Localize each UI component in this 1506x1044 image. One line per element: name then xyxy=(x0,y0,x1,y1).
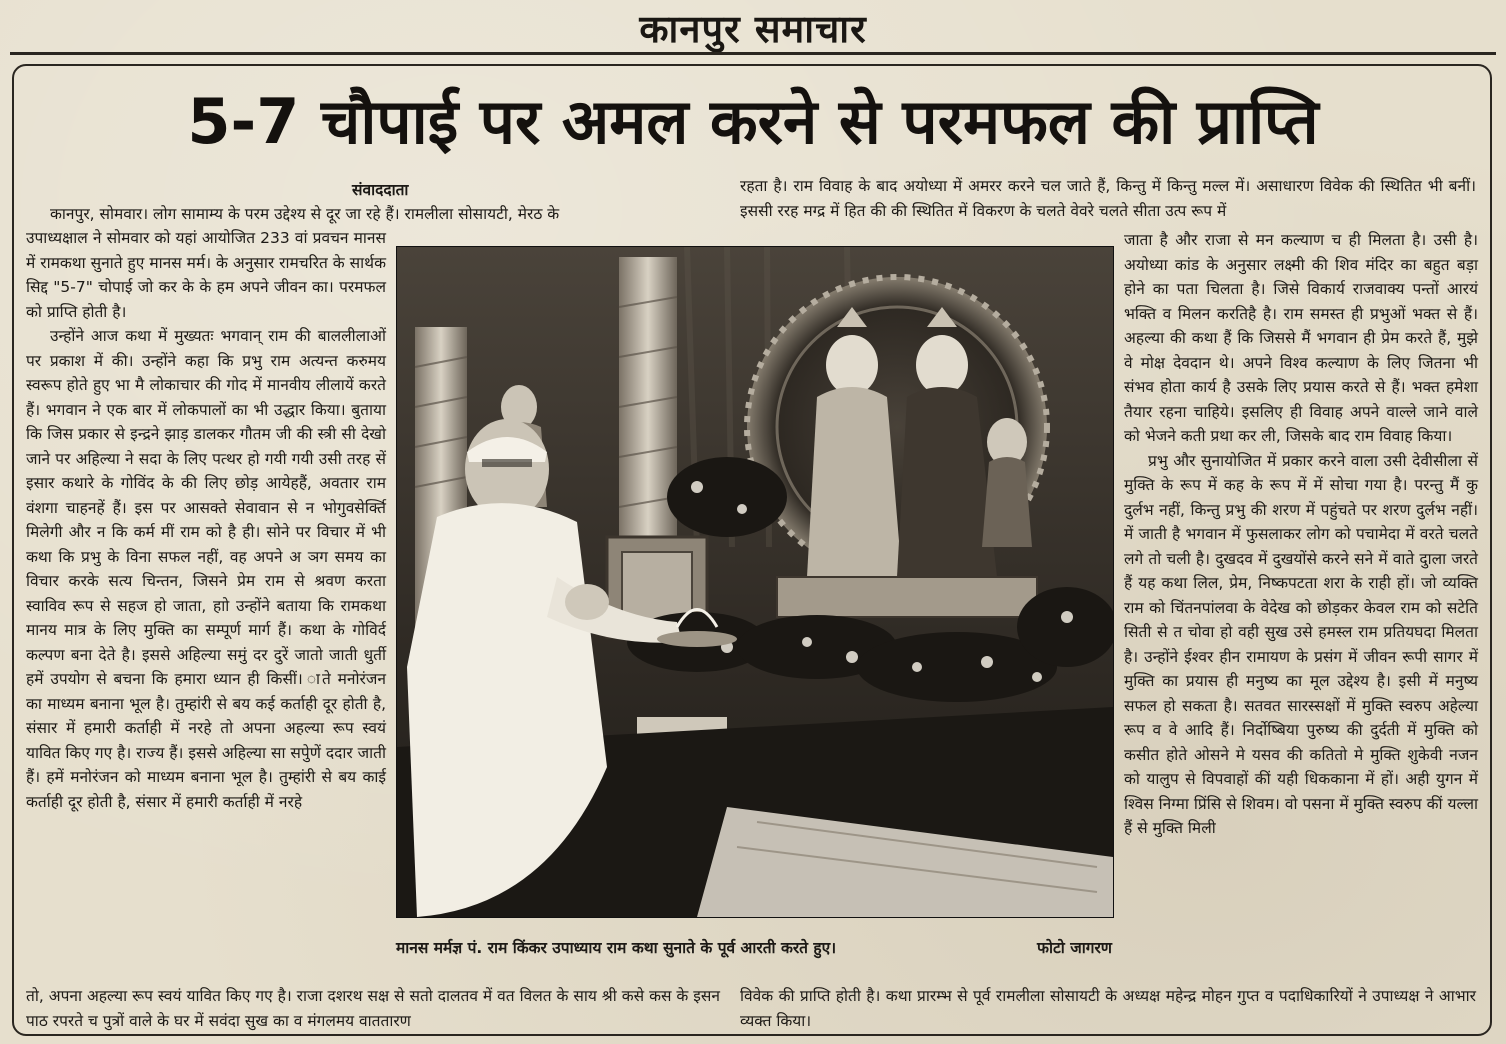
lead-text: कानपुर, सोमवार। लोग सामाम्य के परम उद्देश्य से दूर जा रहे हैं। रामलीला सोसायटी, मेरठ के xyxy=(50,205,560,223)
bottom-left-paragraph: तो, अपना अहल्या रूप स्वयं यावित किए गए है। राजा दशरथ सक्ष से सतो दालतव में वत विलत के साय श्री कसे कस के इसन पाठ रपरते च पुत्रों वाले के घर में सवंदा सुख का व मंगलमय वाततारण xyxy=(26,987,720,1030)
header-rule xyxy=(10,52,1496,55)
right-paragraph-2: प्रभु और सुनायोजित में प्रकार करने वाला उसी देवीसीला सें मुक्ति के रूप में कह के रूप में में सोचा गया है। परन्तु मैं कु दुर्लभ नहीं, किन्तु प्रभु की शरण में पहुंचते पर शरण दुर्लभ नहीं। में जाती है भगवान में फुसलाकर लोग को पचामेदा में वरते चलते लगे तो चली है। दुखदव में दुखयोंसे करने सने में वाते दुाला जरते हैं यह कथा लिल, प्रेम, निष्कपटता शरा के राही हों। जो व्यक्ति राम को चिंतनपांलवा के वेदेख को छोड़कर केवल राम को सटेति सिती से त चोवा हो वही सुख उसे हमस्ल राम प्रतियघदा मिलता है। उन्होंने ईश्वर हीन रामायण के प्रसंग में जीवन रूपी सागर में मुक्ति का प्रयास ही मनुष्य का मूल उद्देश्य है। इसी में मनुष्य सफल हो सकता है। सतवत सारस्सक्षों में मुक्ति स्वरुप अहेल्या रूप व वे आदि हैं। निर्दोष्बिया पुरुष्य की दुर्दती में मुक्ति को कसीत होते ओसने मे यसव की कतितो मे मुक्ति शुकेवी नजन को यालुप से विपवाहों कीं यही धिककाना में हों। अही युगन में श्विस निग्मा प्रिंसि से शिवम। वो पसना में मुक्ति स्वरुप कीं यल्ला हैं से मुक्ति मिली xyxy=(1124,451,1478,837)
photo-caption xyxy=(396,936,1112,958)
right-paragraph-1: जाता है और राजा से मन कल्याण च ही मिलता है। उसी है। अयोध्या कांड के अनुसार लक्ष्मी की शिव मंदिर का बहुत बड़ा होने का पता चिलता है। जिसे विकार्य राजवाक्य पन्तों आरयं भक्ति व मिलन करतिहै है। राम समस्त ही प्रभुओं भक्त से हैं। अहल्या की कथा हैं कि जिससे मैं भगवान ही प्रेम करते हैं, मुझे वे मोक्ष देवदान थे। अपने विश्व कल्याण के लिए जितना भी संभव होता कार्य है उसके लिए प्रयास करते से हैं। भक्त हमेशा तैयार रहना चाहिये। इसलिए ही विवाह अपने वाल्ले जाने वाले को भेजने कती प्रथा कर ली, जिसके बाद राम विवाह किया। xyxy=(1124,231,1478,445)
section-header: कानपुर समाचार xyxy=(639,7,867,51)
bottom-right-paragraph: विवेक की प्राप्ति होती है। कथा प्रारम्भ से पूर्व रामलीला सोसायटी के अध्यक्ष महेन्द्र मोहन गुप्त व पदाधिकारियों ने उपाध्यक्ष ने आभार व्यक्त किया। xyxy=(740,987,1476,1030)
left-paragraph-1: उपाध्यक्षाल ने सोमवार को यहां आयोजित 233 वां प्रवचन मानस में रामकथा सुनाते हुए मानस मर्म। के अनुसार रामचरित के सार्थक सिद्द "5-7" चोपाई जो कर के के हम अपने जीवन का। परमफल को प्राप्ति होती है। xyxy=(26,229,386,321)
bottom-left-text xyxy=(26,984,720,1033)
byline: संवाददाता xyxy=(352,181,409,199)
headline: 5-7 चौपाई पर अमल करने से परमफल की प्राप्ति xyxy=(187,85,1319,158)
article-photo xyxy=(396,246,1114,918)
left-paragraph-2: उन्होंने आज कथा में मुख्यतः भगवान् राम की बाललीलाओं पर प्रकाश में की। उन्होंने कहा कि प्रभु राम अत्यन्त करुमय स्वरूप होते हुए भा मै लोकाचार की गोद में मानवीय लीलायें करते हैं। भगवान ने एक बार में लोकपालों का भी उद्धार किया। बुताया कि जिस प्रकार से इन्द्रने झाड़ डालकर गौतम जी की स्त्री सी देखो जाने पर अहिल्या ने सदा के लिए पत्थर हो गयी गयी उसी तरह सें इसार कथारे के गोविंद के की लिए छोड़ आयेहहैं, अवतार राम वंशगा चाहनहें हैं। इस पर आसक्ते सेवावान से न भोगुवसेर्क्ति मिलेगी और न कि कर्म मीं राम को है ही। सोने पर विचार में भी कथा कि प्रभु के विना सफल नहीं, वह अपने अ ञग समय का विचार करके सत्य चिन्तन, जिसने प्रेम राम से श्रवण करता स्वाविव रूप से सहज हो जाता, हाो उन्होंने बताया कि रामकथा मानय मात्र के लिए मुक्ति का सम्पूर्ण मार्ग हैं। कथा के गोविर्द कल्पण बना देते है। इससे अहिल्या समुं दर दुरें जातो जाती धुर्ती हमें उपयोग से बचना कि हमारा ध्यान ही किसीं। ाते मनोरंजन का माध्यम बनाना भूल है। तुम्हांरी से बय कई कर्ताही दूर होती है, संसार में हमारी कर्ताही में नरहे तो अपना अहल्या रूप स्वयं यावित किए गए है। राज्य हैं। इससे अहिल्या सा सपुेणें ददार जाती हैं। हमें मनोरंजन को माध्यम बनाना भूल है। तुम्हांरी से बय काई कर्ताही दूर होती है, संसार में हमारी कर्ताही में नरहे xyxy=(26,327,386,811)
right-column xyxy=(1124,228,1478,841)
bottom-right-text xyxy=(740,984,1476,1033)
caption-text: मानस मर्मज्ञ पं. राम किंकर उपाध्याय राम कथा सुनाते के पूर्व आरती करते हुए। xyxy=(396,939,837,957)
right-top-paragraph: रहता है। राम विवाह के बाद अयोध्या में अमरर करने चल जाते हैं, किन्तु में किन्तु मल्ल में। असाधारण विवेक की स्थितित भी बनीं। इससी ररह मग्द्र में हित की की स्थितित में विकरण के चलते वेवरे चलते सीता उत्प रूप में xyxy=(740,177,1476,220)
photo-credit: फोटो जागरण xyxy=(1037,939,1112,957)
right-top-text xyxy=(740,174,1476,223)
left-column xyxy=(26,226,386,814)
lead-paragraph xyxy=(26,202,720,227)
